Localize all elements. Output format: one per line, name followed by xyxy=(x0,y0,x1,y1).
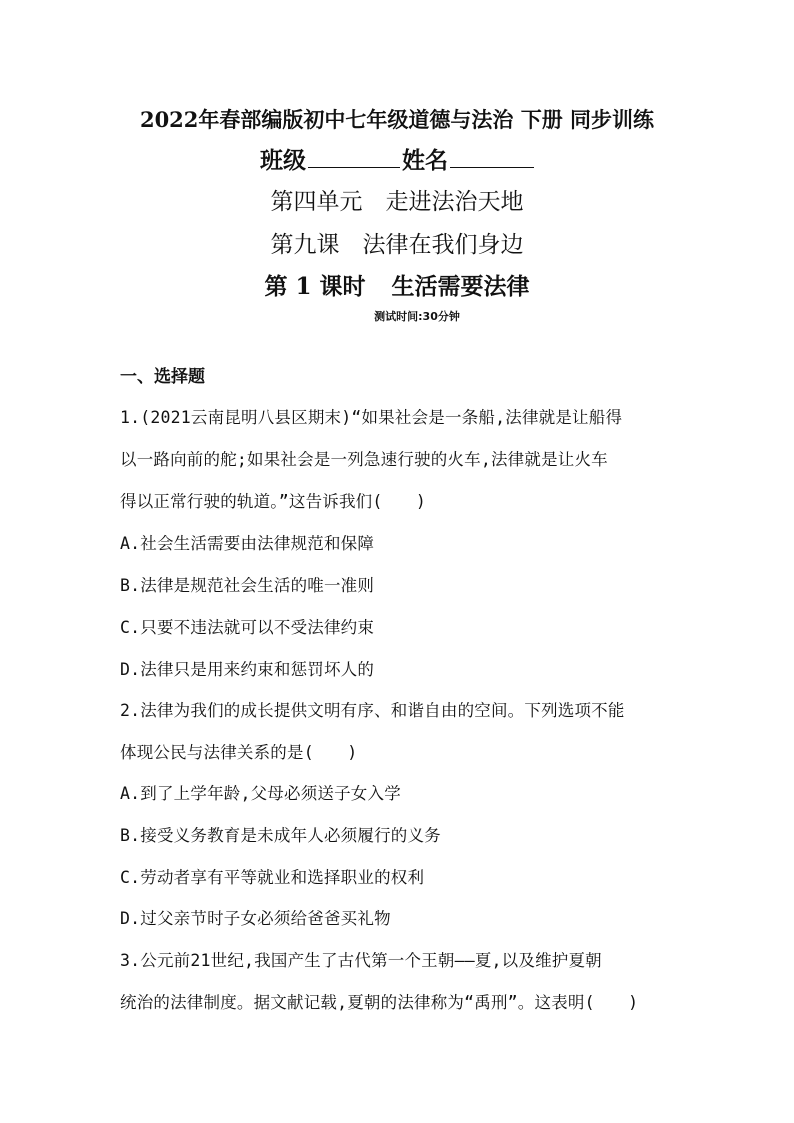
question-1-option-a: A.社会生活需要由法律规范和保障 xyxy=(120,534,375,553)
question-2-option-d: D.过父亲节时子女必须给爸爸买礼物 xyxy=(120,909,391,928)
name-label: 姓名 xyxy=(402,147,448,174)
class-blank[interactable] xyxy=(308,145,400,168)
question-1-option-b: B.法律是规范社会生活的唯一准则 xyxy=(120,576,375,595)
question-1-option-d: D.法律只是用来约束和惩罚坏人的 xyxy=(120,660,375,679)
question-1-line-3: 得以正常行驶的轨道。”这告诉我们( ) xyxy=(120,492,427,511)
student-info-line xyxy=(0,142,794,175)
document-title: 2022年春部编版初中七年级道德与法治 下册 同步训练 xyxy=(139,107,655,132)
period-title xyxy=(0,268,794,301)
lesson-title: 第九课 法律在我们身边 xyxy=(270,232,524,258)
class-label: 班级 xyxy=(260,147,306,174)
question-3-line-1: 3.公元前21世纪,我国产生了古代第一个王朝——夏,以及维护夏朝 xyxy=(120,951,602,970)
test-time: 测试时间:30分钟 xyxy=(374,310,460,323)
question-1-line-1: 1.(2021云南昆明八县区期末)“如果社会是一条船,法律就是让船得 xyxy=(120,408,623,427)
question-2-line-1: 2.法律为我们的成长提供文明有序、和谐自由的空间。下列选项不能 xyxy=(120,701,625,720)
question-1-line-2: 以一路向前的舵;如果社会是一列急速行驶的火车,法律就是让火车 xyxy=(120,450,608,469)
period-topic: 生活需要法律 xyxy=(391,273,530,300)
section-heading: 一、选择题 xyxy=(120,367,205,387)
question-2-option-c: C.劳动者享有平等就业和选择职业的权利 xyxy=(120,868,425,887)
question-2-option-a: A.到了上学年龄,父母必须送子女入学 xyxy=(120,784,401,803)
question-3-line-2: 统治的法律制度。据文献记载,夏朝的法律称为“禹刑”。这表明( ) xyxy=(120,993,639,1012)
question-2-option-b: B.接受义务教育是未成年人必须履行的义务 xyxy=(120,826,441,845)
unit-title: 第四单元 走进法治天地 xyxy=(270,189,524,215)
question-2-line-2: 体现公民与法律关系的是( ) xyxy=(120,743,358,762)
period-label: 第 1 课时 xyxy=(264,273,366,300)
question-1-option-c: C.只要不违法就可以不受法律约束 xyxy=(120,618,375,637)
name-blank[interactable] xyxy=(450,145,534,168)
